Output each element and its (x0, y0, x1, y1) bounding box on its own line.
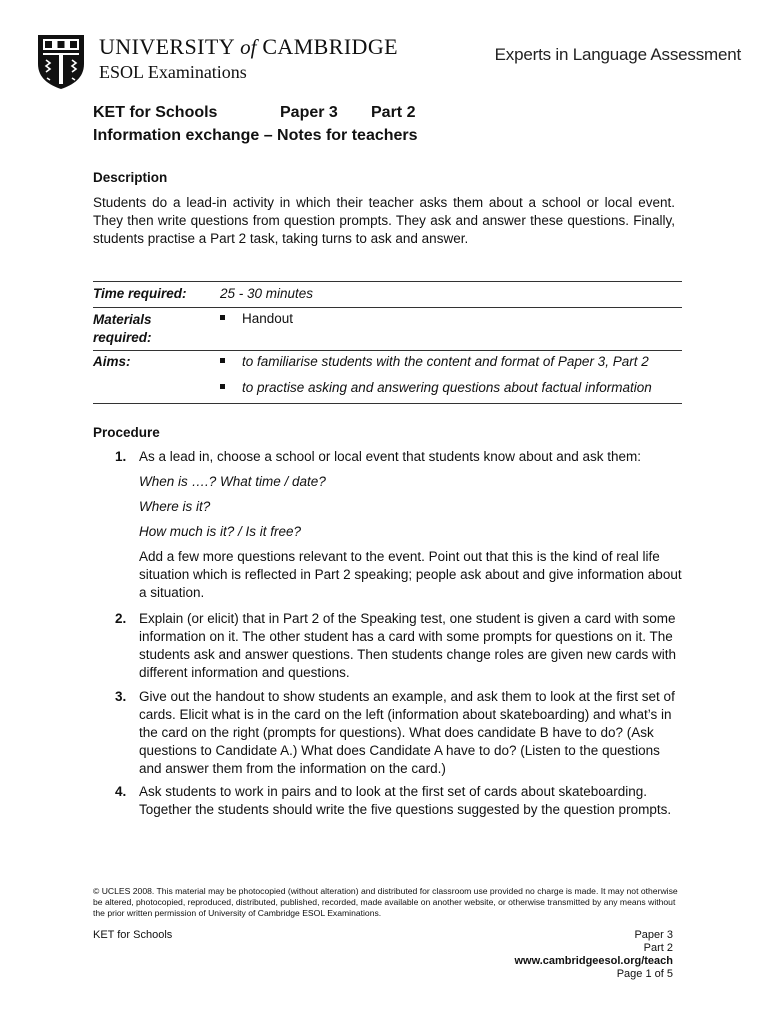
materials-label-line1: Materials (93, 312, 152, 327)
aim-text: to familiarise students with the content and format of Paper 3, Part 2 (242, 354, 649, 369)
paper-title: Paper 3 (280, 104, 338, 121)
tagline: Experts in Language Assessment (494, 45, 741, 64)
description-heading: Description (93, 170, 168, 185)
materials-label-line2: required: (93, 330, 152, 345)
example-question: Where is it? (139, 499, 211, 514)
description-text: Students do a lead-in activity in which their teacher asks them about a school or local event. They then write questions from question prompts. They ask and answer these questions. Finally, students practise a Part 2 task, taking turns to ask and answer. (93, 195, 675, 246)
step-text: Ask students to work in pairs and to look at the first set of cards about skateboarding. Together the students should write the five questions suggested by the question prompts. (139, 784, 672, 817)
materials-row (93, 307, 682, 350)
step-text: Explain (or elicit) that in Part 2 of the Speaking test, one student is given a card with some information on it. The other student has a card with some prompts for questions on it. The students ask and answer questions. Then students change roles are given new cards with different information and questions. (139, 611, 677, 680)
bullet-icon (220, 358, 225, 363)
aims-row (93, 350, 682, 404)
time-label: Time required: (93, 286, 187, 301)
copyright-notice: © UCLES 2008. This material may be photocopied (without alteration) and distributed for classroom use provided no charge is made. It may not otherwise be altered, photocopied, reproduced, distributed, published, recorded, made available on another website, or otherwise transmitted by any means without the prior written permission of University of Cambridge ESOL Examinations. (93, 886, 678, 918)
document-subtitle: Information exchange – Notes for teachers (93, 127, 418, 144)
footer-course: KET for Schools (93, 929, 173, 941)
cambridge-shield-logo (37, 34, 85, 90)
step-number: 2. (115, 611, 127, 626)
bullet-icon (220, 384, 225, 389)
part-title: Part 2 (371, 104, 416, 121)
university-name-last: CAMBRIDGE (262, 34, 398, 59)
aim-item (220, 353, 649, 371)
aim-item (220, 379, 652, 397)
university-name (99, 34, 398, 60)
bullet-icon (220, 315, 225, 320)
course-title: KET for Schools (93, 104, 218, 121)
time-value: 25 - 30 minutes (220, 286, 314, 301)
footer-url: www.cambridgeesol.org/teach (514, 955, 673, 967)
aims-label: Aims: (93, 354, 131, 369)
step-number: 3. (115, 689, 127, 704)
university-name-of: of (240, 35, 257, 59)
materials-item (220, 310, 293, 328)
footer-part: Part 2 (643, 942, 673, 954)
procedure-heading: Procedure (93, 425, 160, 440)
step-number: 4. (115, 784, 127, 799)
university-name-first: UNIVERSITY (99, 34, 235, 59)
example-question: When is ….? What time / date? (139, 474, 326, 489)
example-question: How much is it? / Is it free? (139, 524, 302, 539)
aim-text: to practise asking and answering questions about factual information (242, 380, 652, 395)
footer-paper: Paper 3 (634, 929, 673, 941)
step-text: Add a few more questions relevant to the event. Point out that this is the kind of real life situation which is reflected in Part 2 speaking; people ask about and give information about a situation. (139, 549, 682, 600)
exam-board-name: ESOL Examinations (99, 62, 247, 82)
materials-value: Handout (242, 311, 294, 326)
step-number: 1. (115, 449, 127, 464)
step-text: Give out the handout to show students an example, and ask them to look at the first set of cards. Elicit what is in the card on the left (information about skateboarding) and what’s in the card on the right (prompts for questions). What does candidate B have to do? (Ask questions to Candidate A.) What does Candidate A have to do? (Listen to the questions and answer them from the information on the card.) (139, 689, 675, 776)
page-number: Page 1 of 5 (616, 968, 673, 980)
lesson-info-table (93, 281, 682, 404)
step-intro: As a lead in, choose a school or local event that students know about and ask them: (139, 449, 642, 464)
time-row (93, 281, 682, 307)
footer-info (514, 929, 673, 981)
